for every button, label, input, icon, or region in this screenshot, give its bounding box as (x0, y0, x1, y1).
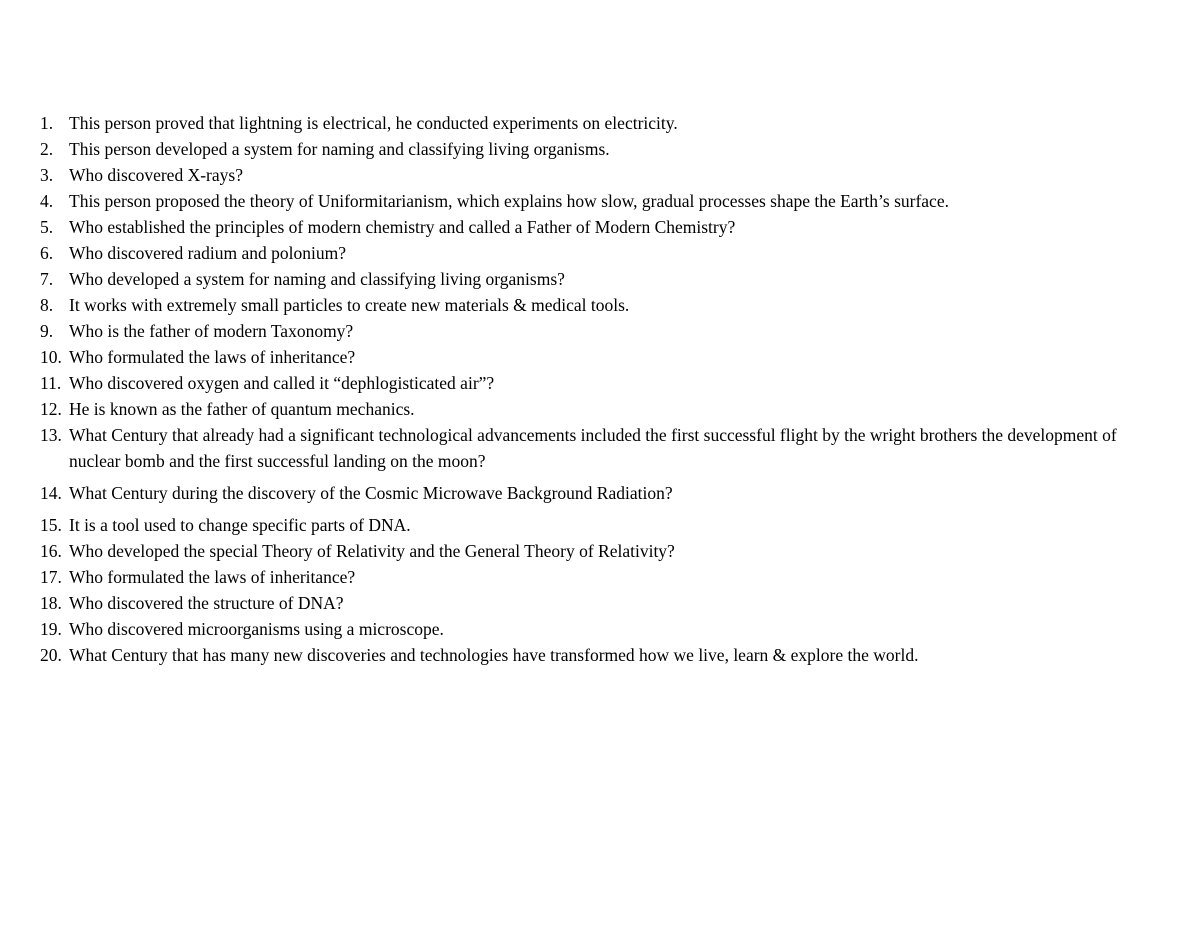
question-number: 14. (40, 483, 62, 503)
question-text: Who discovered radium and polonium? (69, 243, 347, 263)
question-item (40, 642, 1165, 668)
question-number: 5. (40, 217, 54, 237)
question-number: 3. (40, 165, 54, 185)
question-text: This person developed a system for naming and classifying living organisms. (69, 139, 610, 159)
question-number: 16. (40, 541, 62, 561)
question-item (40, 538, 1165, 564)
question-item (40, 512, 1165, 538)
question-text: Who formulated the laws of inheritance? (69, 567, 356, 587)
question-number: 19. (40, 619, 62, 639)
question-text: This person proposed the theory of Uniformitarianism, which explains how slow, gradual processes shape the Earth’s surface. (69, 191, 949, 211)
question-text: Who developed the special Theory of Relativity and the General Theory of Relativity? (69, 541, 675, 561)
question-item (40, 188, 1165, 214)
question-item (40, 616, 1165, 642)
question-number: 2. (40, 139, 54, 159)
question-item (40, 110, 1165, 136)
question-text: Who formulated the laws of inheritance? (69, 347, 356, 367)
question-text: Who developed a system for naming and classifying living organisms? (69, 269, 565, 289)
question-text: It works with extremely small particles to create new materials & medical tools. (69, 295, 630, 315)
question-item (40, 370, 1165, 396)
question-item (40, 240, 1165, 266)
question-number: 13. (40, 425, 62, 445)
question-item (40, 292, 1165, 318)
question-number: 20. (40, 645, 62, 665)
question-number: 9. (40, 321, 54, 341)
question-item (40, 162, 1165, 188)
question-text: Who discovered the structure of DNA? (69, 593, 344, 613)
question-text: Who established the principles of modern chemistry and called a Father of Modern Chemistry? (69, 217, 736, 237)
question-item (40, 396, 1165, 422)
question-number: 10. (40, 347, 62, 367)
question-number: 17. (40, 567, 62, 587)
question-item (40, 344, 1165, 370)
question-list (40, 110, 1165, 668)
question-item (40, 564, 1165, 590)
question-item (40, 214, 1165, 240)
question-number: 18. (40, 593, 62, 613)
question-text: This person proved that lightning is electrical, he conducted experiments on electricity. (69, 113, 678, 133)
question-item (40, 136, 1165, 162)
question-text: Who discovered oxygen and called it “dephlogisticated air”? (69, 373, 495, 393)
question-item (40, 266, 1165, 292)
question-item (40, 422, 1165, 474)
question-text: What Century that already had a significant technological advancements included the first successful flight by the wright brothers the development of nuclear bomb and the first successful landing on the moon? (69, 425, 1117, 471)
question-text: Who discovered X-rays? (69, 165, 243, 185)
question-text: What Century during the discovery of the Cosmic Microwave Background Radiation? (69, 483, 673, 503)
question-text: What Century that has many new discoveries and technologies have transformed how we live, learn & explore the world. (69, 645, 919, 665)
question-number: 1. (40, 113, 54, 133)
question-number: 7. (40, 269, 54, 289)
question-text: It is a tool used to change specific parts of DNA. (69, 515, 411, 535)
question-number: 12. (40, 399, 62, 419)
question-number: 6. (40, 243, 54, 263)
question-text: Who discovered microorganisms using a microscope. (69, 619, 444, 639)
question-text: Who is the father of modern Taxonomy? (69, 321, 354, 341)
question-number: 4. (40, 191, 54, 211)
question-item (40, 590, 1165, 616)
question-number: 8. (40, 295, 54, 315)
question-number: 11. (40, 373, 62, 393)
question-item (40, 480, 1165, 506)
question-text: He is known as the father of quantum mechanics. (69, 399, 415, 419)
question-number: 15. (40, 515, 62, 535)
question-item (40, 318, 1165, 344)
